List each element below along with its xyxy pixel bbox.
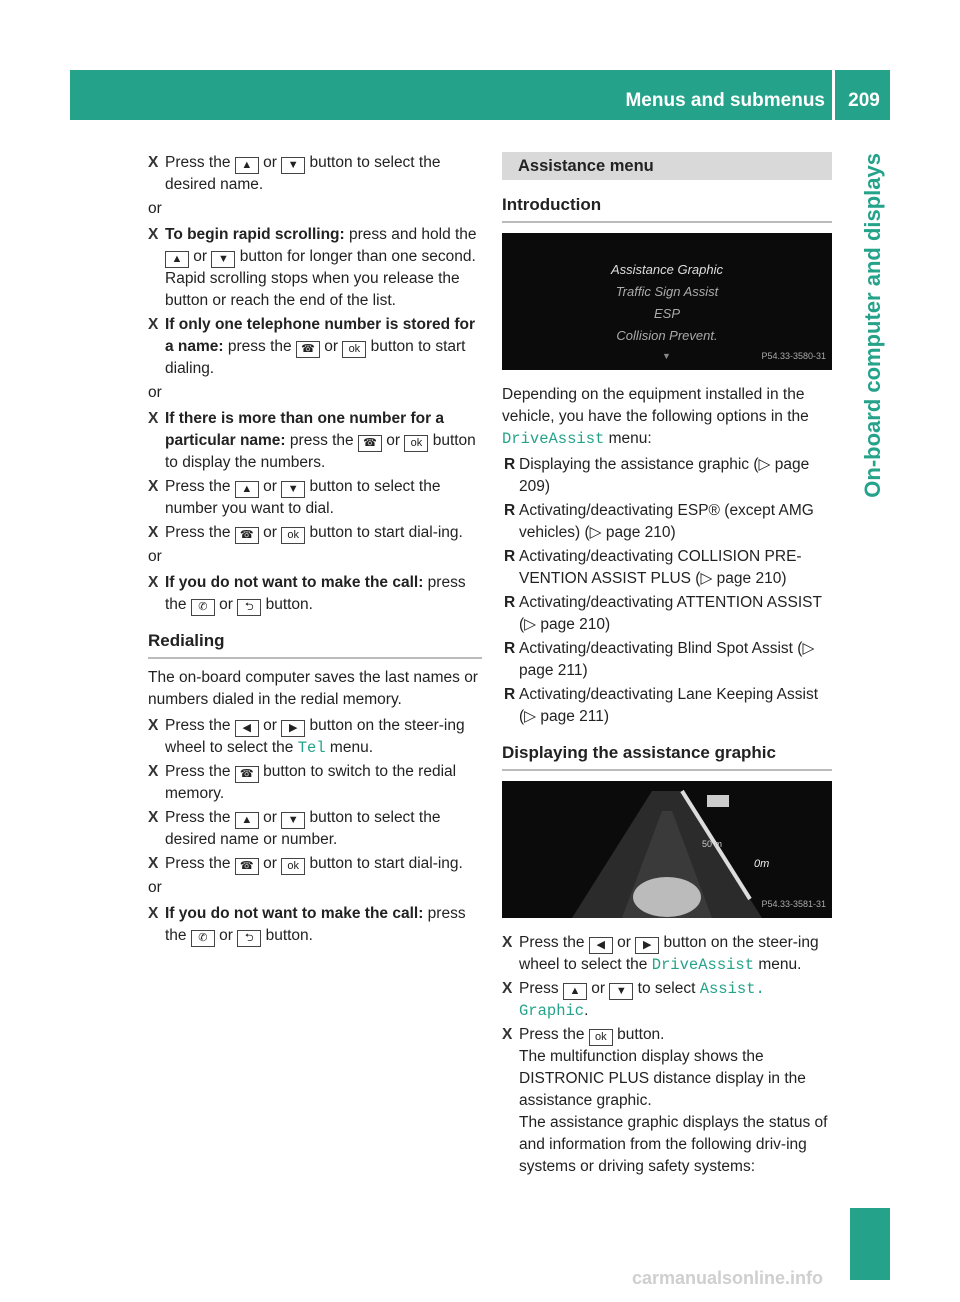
step-arrow-icon: X <box>148 154 159 171</box>
right-key-icon: ▶ <box>635 937 659 954</box>
menu-item: Collision Prevent. <box>616 328 718 343</box>
phone-key-icon: ☎ <box>235 766 259 783</box>
right-key-icon: ▶ <box>281 720 305 737</box>
step: X Press the ◀ or ▶ button on the steer-ing wheel to select the DriveAssist menu. <box>502 934 819 974</box>
up-key-icon: ▲ <box>235 157 259 174</box>
bullet-icon: R <box>504 456 516 473</box>
step-arrow-icon: X <box>148 809 159 826</box>
paragraph: The on-board computer saves the last names or numbers dialed in the redial memory. <box>148 669 478 708</box>
display-text: DriveAssist <box>651 956 755 974</box>
menu-item: Assistance Graphic <box>611 262 723 277</box>
step: X If only one telephone number is stored for a name: press the ☎ or ok button to start dialing. <box>148 316 476 377</box>
step-arrow-icon: X <box>148 226 159 243</box>
display-text: Assist. Graphic <box>519 980 765 1020</box>
ok-key-icon: ok <box>589 1029 613 1046</box>
step: X Press the ☎ or ok button to start dial-ing. <box>148 853 482 875</box>
image-reference: P54.33-3580-31 <box>761 351 826 361</box>
or-text: or <box>148 384 162 401</box>
display-text: DriveAssist <box>502 430 605 448</box>
step: X Press the ☎ or ok button to start dial-ing. <box>148 522 482 544</box>
menu-item: ESP <box>653 306 680 321</box>
bullet-icon: R <box>504 686 516 703</box>
bullet-icon: R <box>504 594 516 611</box>
step: X Press the ◀ or ▶ button on the steer-ing wheel to select the Tel menu. <box>148 717 465 757</box>
down-key-icon: ▼ <box>609 983 633 1000</box>
step-arrow-icon: X <box>148 855 159 872</box>
hangup-key-icon: ✆ <box>191 930 215 947</box>
up-key-icon: ▲ <box>235 481 259 498</box>
ok-key-icon: ok <box>404 435 428 452</box>
up-key-icon: ▲ <box>165 251 189 268</box>
display-text: Tel <box>297 739 326 757</box>
down-key-icon: ▼ <box>281 481 305 498</box>
down-key-icon: ▼ <box>281 812 305 829</box>
watermark: carmanualsonline.info <box>632 1268 824 1288</box>
menu-item: Traffic Sign Assist <box>615 284 719 299</box>
phone-key-icon: ☎ <box>358 435 382 452</box>
assistance-graphic-image <box>502 781 832 918</box>
up-key-icon: ▲ <box>235 812 259 829</box>
step: X Press the ▲ or ▼ button to select the desired name. <box>148 154 441 193</box>
or-text: or <box>148 879 162 896</box>
up-key-icon: ▲ <box>563 983 587 1000</box>
list-item: R Activating/deactivating Blind Spot Assist (▷ page 211) <box>504 640 815 679</box>
or-text: or <box>148 548 162 565</box>
list-item: R Activating/deactivating ESP® (except AMG vehicles) (▷ page 210) <box>504 502 814 541</box>
or-text: or <box>148 200 162 217</box>
bullet-icon: R <box>504 502 516 519</box>
scroll-down-icon: ▼ <box>662 351 671 361</box>
step: X Press the ▲ or ▼ button to select the desired name or number. <box>148 809 441 848</box>
chapter-heading: Assistance menu <box>502 152 832 180</box>
bullet-icon: R <box>504 548 516 565</box>
phone-key-icon: ☎ <box>296 341 320 358</box>
right-column <box>502 152 832 1180</box>
back-key-icon: ⮌ <box>237 930 261 947</box>
distance-label: 50 m <box>702 839 723 849</box>
step-arrow-icon: X <box>502 934 513 951</box>
left-column <box>148 152 482 949</box>
chapter-side-tab: On-board computer and displays <box>860 153 885 498</box>
ok-key-icon: ok <box>281 527 305 544</box>
distance-label: 0m <box>754 858 770 870</box>
left-key-icon: ◀ <box>589 937 613 954</box>
page-number: 209 <box>848 90 880 111</box>
section-heading: Redialing <box>148 630 482 659</box>
step-arrow-icon: X <box>148 478 159 495</box>
step: X Press the ok button. The multifunction display shows the DISTRONIC PLUS distance display in the assistance graphic. The assistance graphic displays the status of and information from the following driv-ing systems or driving safety systems: <box>502 1026 828 1175</box>
paragraph: Depending on the equipment installed in the vehicle, you have the following options in the DriveAssist menu: <box>502 386 809 448</box>
step-arrow-icon: X <box>148 905 159 922</box>
page-title: Menus and submenus <box>625 90 825 111</box>
phone-key-icon: ☎ <box>235 858 259 875</box>
bullet-icon: R <box>504 640 516 657</box>
left-key-icon: ◀ <box>235 720 259 737</box>
list-item: R Displaying the assistance graphic (▷ page 209) <box>504 456 810 495</box>
section-heading: Introduction <box>502 194 832 223</box>
phone-key-icon: ☎ <box>235 527 259 544</box>
chapter-marker <box>850 1208 890 1280</box>
hangup-key-icon: ✆ <box>191 599 215 616</box>
ok-key-icon: ok <box>281 858 305 875</box>
section-heading: Displaying the assistance graphic <box>502 742 832 771</box>
step-arrow-icon: X <box>502 1026 513 1043</box>
step: X If there is more than one number for a particular name: press the ☎ or ok button to display the numbers. <box>148 410 476 471</box>
list-item: R Activating/deactivating Lane Keeping Assist (▷ page 211) <box>504 686 818 725</box>
step: X Press the ▲ or ▼ button to select the number you want to dial. <box>148 478 441 517</box>
step-arrow-icon: X <box>148 316 159 333</box>
ok-key-icon: ok <box>342 341 366 358</box>
step: X To begin rapid scrolling: press and hold the ▲ or ▼ button for longer than one second. Rapid scrolling stops when you release the button or reach the end of the list. <box>148 226 477 309</box>
step: X Press ▲ or ▼ to select Assist. Graphic. <box>502 980 765 1020</box>
down-key-icon: ▼ <box>281 157 305 174</box>
step-arrow-icon: X <box>502 980 513 997</box>
header-divider <box>832 70 835 120</box>
step-arrow-icon: X <box>148 524 159 541</box>
down-key-icon: ▼ <box>211 251 235 268</box>
list-item: R Activating/deactivating COLLISION PRE-VENTION ASSIST PLUS (▷ page 210) <box>504 548 802 587</box>
step-arrow-icon: X <box>148 717 159 734</box>
assistance-menu-image <box>502 233 832 370</box>
step-arrow-icon: X <box>148 574 159 591</box>
image-reference: P54.33-3581-31 <box>761 899 826 909</box>
back-key-icon: ⮌ <box>237 599 261 616</box>
step-arrow-icon: X <box>148 410 159 427</box>
step: X If you do not want to make the call: press the ✆ or ⮌ button. <box>148 572 482 616</box>
step: X If you do not want to make the call: press the ✆ or ⮌ button. <box>148 903 482 947</box>
step: X Press the ☎ button to switch to the redial memory. <box>148 763 457 802</box>
step-arrow-icon: X <box>148 763 159 780</box>
list-item: R Activating/deactivating ATTENTION ASSIST (▷ page 210) <box>504 594 822 633</box>
